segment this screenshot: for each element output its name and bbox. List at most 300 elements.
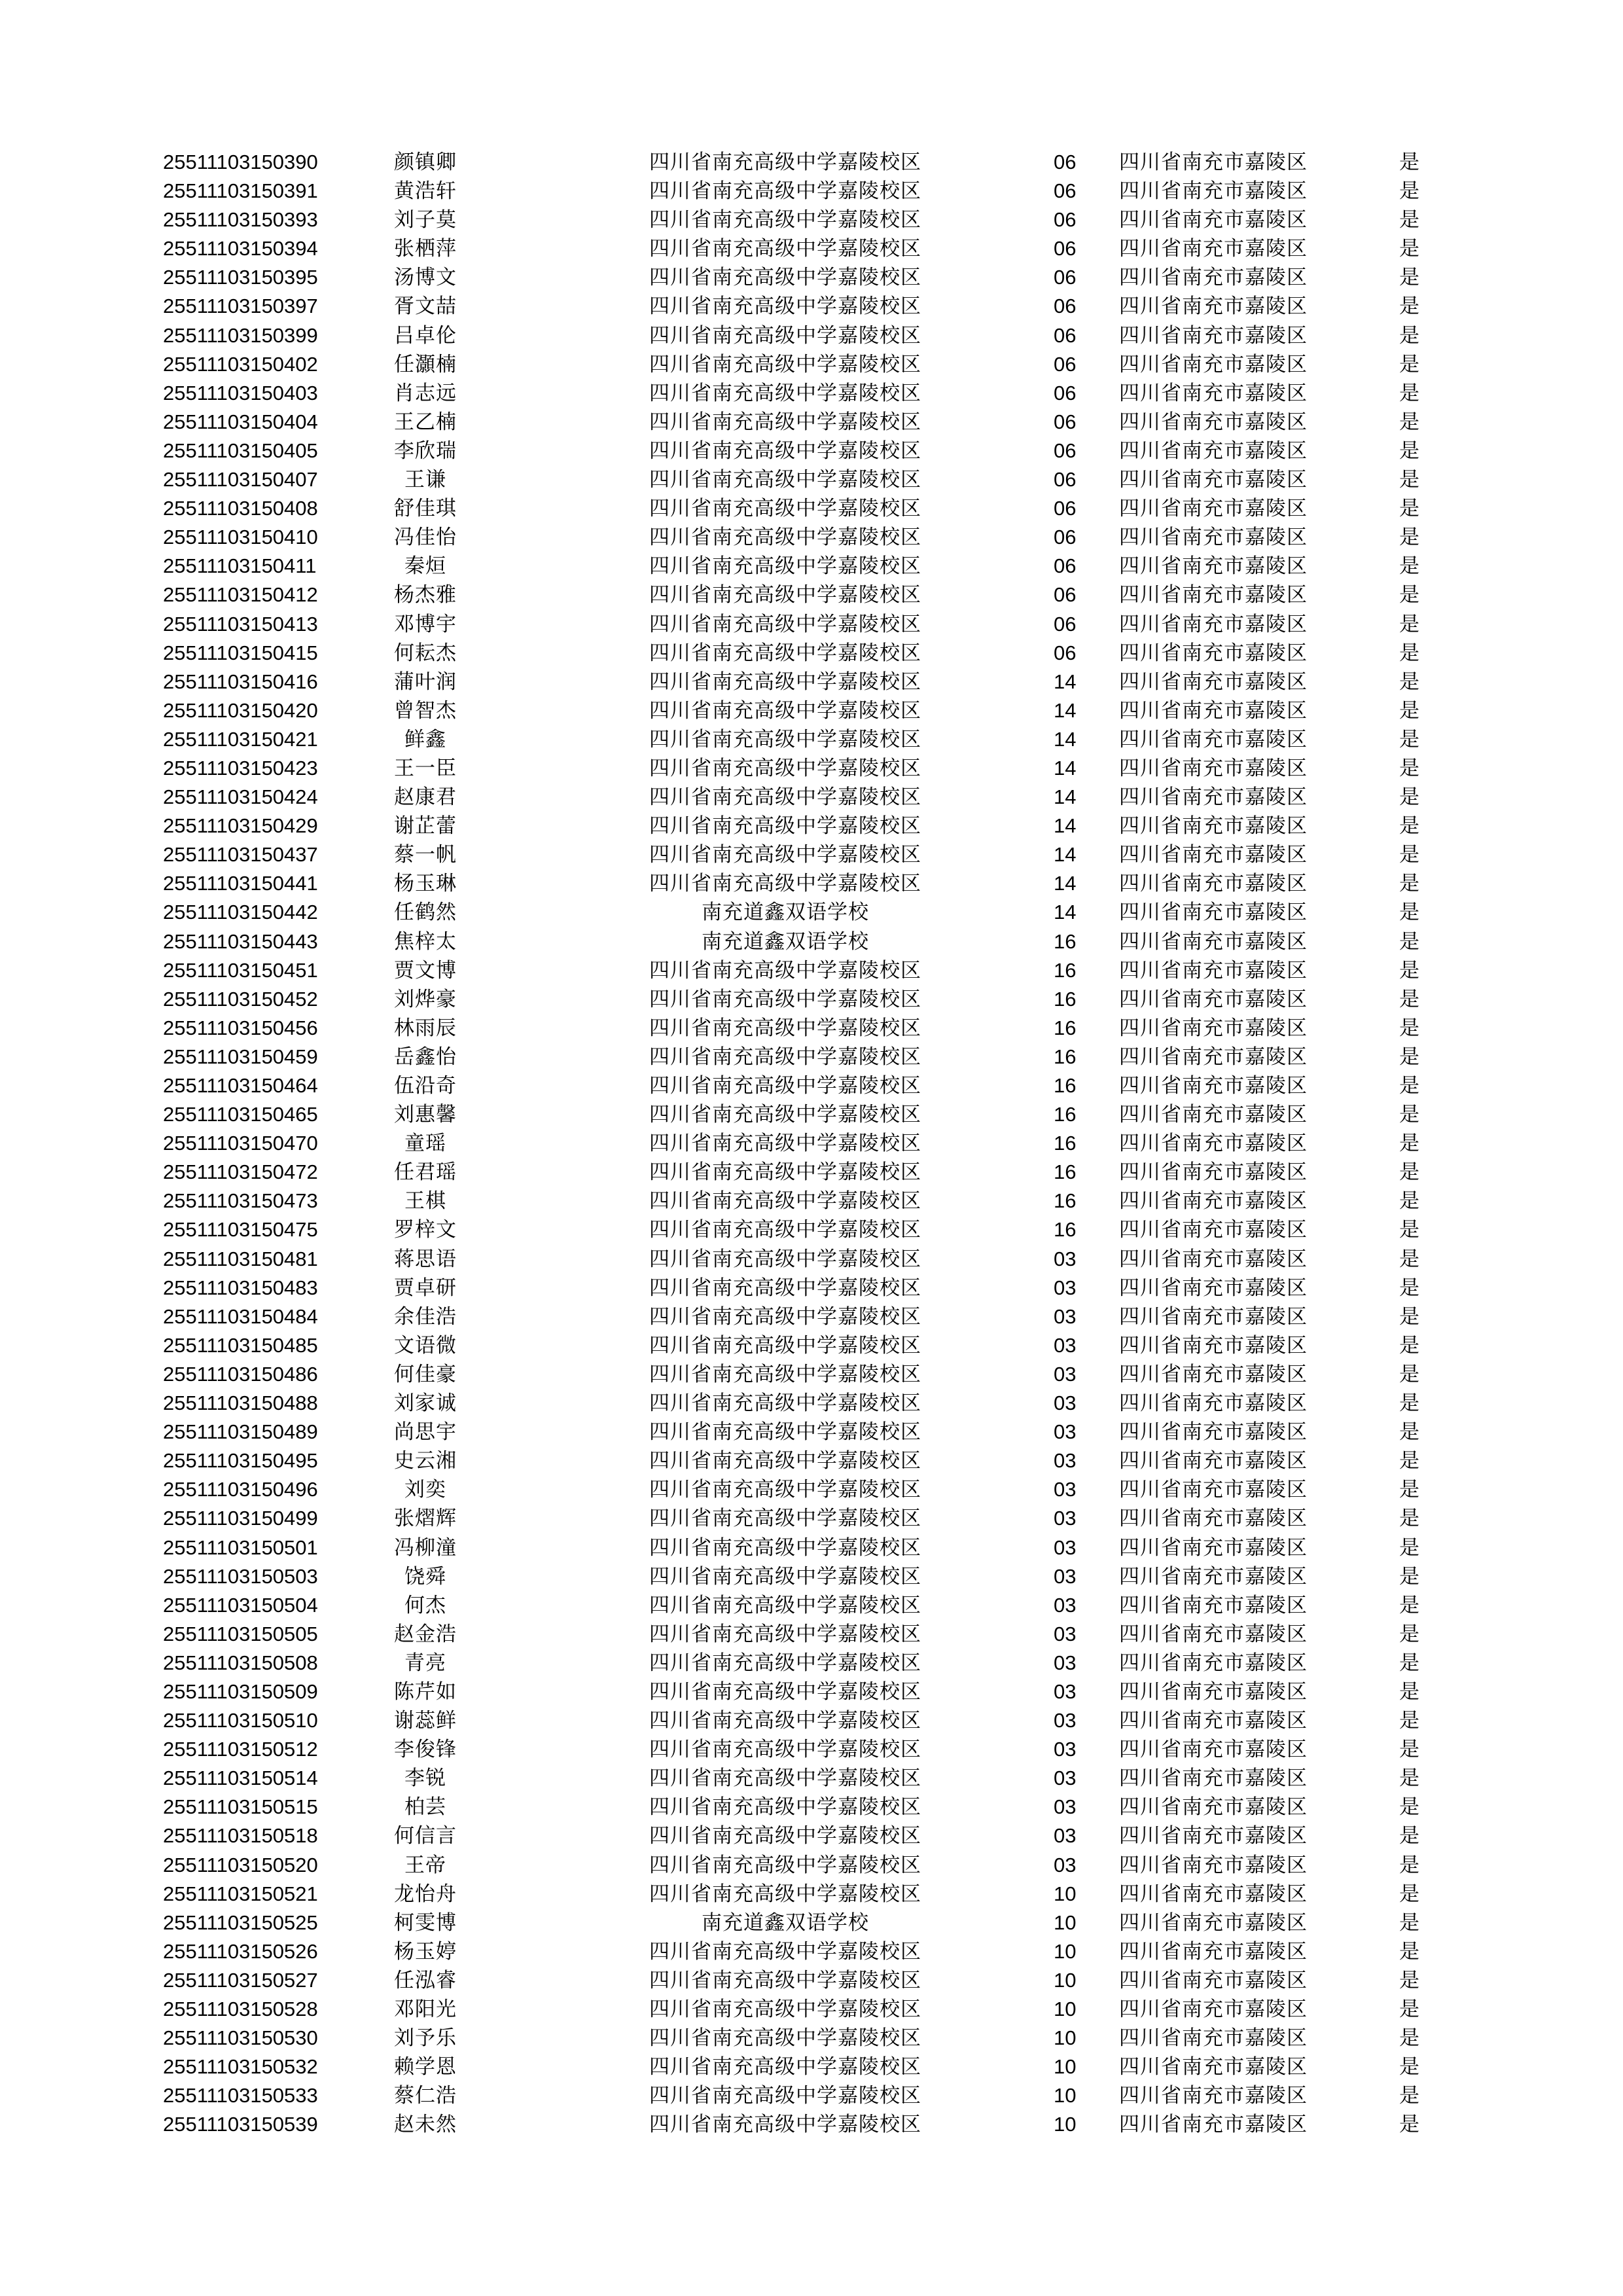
region-cell: 四川省南充市嘉陵区 (1119, 1247, 1308, 1271)
exam-number-cell: 25511103150485 (163, 1333, 318, 1357)
eligibility-flag-cell: 是 (1399, 1622, 1419, 1646)
eligibility-flag-cell: 是 (1399, 208, 1419, 232)
eligibility-flag-cell: 是 (1399, 1074, 1419, 1098)
student-name-cell: 任灝楠 (394, 352, 457, 376)
class-code-cell: 06 (1054, 439, 1077, 462)
school-cell: 四川省南充高级中学嘉陵校区 (649, 814, 921, 838)
school-cell: 南充道鑫双语学校 (702, 901, 869, 925)
exam-number-cell: 25511103150420 (163, 698, 318, 722)
table-row (0, 1649, 1623, 1677)
table-row (0, 610, 1623, 639)
region-cell: 四川省南充市嘉陵区 (1119, 1564, 1308, 1588)
region-cell: 四川省南充市嘉陵区 (1119, 1420, 1308, 1444)
class-code-cell: 16 (1054, 1189, 1077, 1213)
exam-number-cell: 25511103150424 (163, 785, 318, 809)
exam-number-cell: 25511103150483 (163, 1276, 318, 1299)
exam-number-cell: 25511103150508 (163, 1651, 318, 1674)
table-row (0, 1966, 1623, 1995)
table-row (0, 1534, 1623, 1562)
class-code-cell: 10 (1054, 1939, 1077, 1963)
school-cell: 四川省南充高级中学嘉陵校区 (649, 1939, 921, 1964)
class-code-cell: 14 (1054, 756, 1077, 780)
eligibility-flag-cell: 是 (1399, 929, 1419, 954)
student-name-cell: 赵未然 (394, 2113, 457, 2137)
school-cell: 四川省南充高级中学嘉陵校区 (649, 1679, 921, 1704)
student-name-cell: 饶舜 (404, 1564, 446, 1588)
eligibility-flag-cell: 是 (1399, 1247, 1419, 1271)
class-code-cell: 16 (1054, 1016, 1077, 1039)
eligibility-flag-cell: 是 (1399, 1767, 1419, 1791)
school-cell: 四川省南充高级中学嘉陵校区 (649, 756, 921, 780)
class-code-cell: 06 (1054, 497, 1077, 520)
region-cell: 四川省南充市嘉陵区 (1119, 583, 1308, 607)
student-name-cell: 王乙楠 (394, 410, 457, 434)
region-cell: 四川省南充市嘉陵区 (1119, 929, 1308, 954)
table-row (0, 177, 1623, 206)
region-cell: 四川省南充市嘉陵区 (1119, 439, 1308, 463)
region-cell: 四川省南充市嘉陵区 (1119, 670, 1308, 694)
class-code-cell: 06 (1054, 526, 1077, 549)
student-name-cell: 焦梓太 (394, 929, 457, 954)
exam-number-cell: 25511103150399 (163, 323, 318, 347)
eligibility-flag-cell: 是 (1399, 554, 1419, 579)
exam-number-cell: 25511103150412 (163, 583, 318, 607)
exam-number-cell: 25511103150441 (163, 872, 318, 895)
class-code-cell: 03 (1054, 1507, 1077, 1530)
table-row (0, 494, 1623, 523)
class-code-cell: 10 (1054, 1910, 1077, 1934)
table-row (0, 754, 1623, 783)
table-row (0, 956, 1623, 985)
school-cell: 四川省南充高级中学嘉陵校区 (649, 987, 921, 1011)
eligibility-flag-cell: 是 (1399, 583, 1419, 607)
exam-number-cell: 25511103150527 (163, 1968, 318, 1992)
table-row (0, 1100, 1623, 1129)
school-cell: 四川省南充高级中学嘉陵校区 (649, 1074, 921, 1098)
exam-number-cell: 25511103150452 (163, 987, 318, 1011)
region-cell: 四川省南充市嘉陵区 (1119, 1074, 1308, 1098)
student-name-cell: 柏芸 (404, 1795, 446, 1820)
eligibility-flag-cell: 是 (1399, 497, 1419, 521)
class-code-cell: 06 (1054, 381, 1077, 404)
class-code-cell: 10 (1054, 1882, 1077, 1905)
region-cell: 四川省南充市嘉陵区 (1119, 727, 1308, 751)
eligibility-flag-cell: 是 (1399, 1968, 1419, 1992)
table-row (0, 1071, 1623, 1100)
region-cell: 四川省南充市嘉陵区 (1119, 1679, 1308, 1704)
region-cell: 四川省南充市嘉陵区 (1119, 1709, 1308, 1733)
eligibility-flag-cell: 是 (1399, 1939, 1419, 1964)
region-cell: 四川省南充市嘉陵区 (1119, 872, 1308, 896)
eligibility-flag-cell: 是 (1399, 1679, 1419, 1704)
table-row (0, 1014, 1623, 1043)
exam-number-cell: 25511103150495 (163, 1449, 318, 1473)
school-cell: 四川省南充高级中学嘉陵校区 (649, 323, 921, 348)
exam-number-cell: 25511103150484 (163, 1304, 318, 1328)
region-cell: 四川省南充市嘉陵区 (1119, 1218, 1308, 1242)
eligibility-flag-cell: 是 (1399, 1420, 1419, 1444)
region-cell: 四川省南充市嘉陵区 (1119, 1535, 1308, 1560)
class-code-cell: 14 (1054, 785, 1077, 809)
exam-number-cell: 25511103150510 (163, 1709, 318, 1732)
student-name-cell: 刘惠馨 (394, 1103, 457, 1127)
exam-number-cell: 25511103150472 (163, 1160, 318, 1184)
eligibility-flag-cell: 是 (1399, 641, 1419, 665)
eligibility-flag-cell: 是 (1399, 237, 1419, 261)
class-code-cell: 06 (1054, 410, 1077, 433)
exam-number-cell: 25511103150410 (163, 526, 318, 549)
student-name-cell: 赖学恩 (394, 2055, 457, 2079)
student-name-cell: 冯柳潼 (394, 1535, 457, 1560)
exam-number-cell: 25511103150404 (163, 410, 318, 433)
region-cell: 四川省南充市嘉陵区 (1119, 843, 1308, 867)
region-cell: 四川省南充市嘉陵区 (1119, 958, 1308, 982)
student-name-cell: 伍沿奇 (394, 1074, 457, 1098)
school-cell: 四川省南充高级中学嘉陵校区 (649, 1795, 921, 1820)
eligibility-flag-cell: 是 (1399, 670, 1419, 694)
class-code-cell: 06 (1054, 554, 1077, 578)
exam-number-cell: 25511103150459 (163, 1045, 318, 1068)
region-cell: 四川省南充市嘉陵区 (1119, 1998, 1308, 2021)
eligibility-flag-cell: 是 (1399, 1189, 1419, 1213)
region-cell: 四川省南充市嘉陵区 (1119, 901, 1308, 925)
eligibility-flag-cell: 是 (1399, 958, 1419, 982)
school-cell: 四川省南充高级中学嘉陵校区 (649, 670, 921, 694)
eligibility-flag-cell: 是 (1399, 2026, 1419, 2051)
exam-number-cell: 25511103150486 (163, 1362, 318, 1386)
class-code-cell: 03 (1054, 1391, 1077, 1415)
table-row (0, 437, 1623, 465)
eligibility-flag-cell: 是 (1399, 2113, 1419, 2137)
exam-number-cell: 25511103150481 (163, 1247, 318, 1270)
class-code-cell: 14 (1054, 698, 1077, 722)
table-row (0, 1129, 1623, 1158)
school-cell: 四川省南充高级中学嘉陵校区 (649, 641, 921, 665)
eligibility-flag-cell: 是 (1399, 352, 1419, 376)
region-cell: 四川省南充市嘉陵区 (1119, 1853, 1308, 1877)
school-cell: 四川省南充高级中学嘉陵校区 (649, 2084, 921, 2108)
table-row (0, 1591, 1623, 1620)
region-cell: 四川省南充市嘉陵区 (1119, 381, 1308, 405)
exam-number-cell: 25511103150520 (163, 1853, 318, 1876)
eligibility-flag-cell: 是 (1399, 1535, 1419, 1560)
table-row (0, 1215, 1623, 1244)
table-row (0, 783, 1623, 812)
region-cell: 四川省南充市嘉陵区 (1119, 468, 1308, 492)
eligibility-flag-cell: 是 (1399, 1564, 1419, 1588)
table-row (0, 2024, 1623, 2053)
student-name-cell: 任鹤然 (394, 901, 457, 925)
class-code-cell: 14 (1054, 814, 1077, 838)
student-name-cell: 胥文喆 (394, 295, 457, 319)
table-row (0, 1418, 1623, 1446)
eligibility-flag-cell: 是 (1399, 612, 1419, 636)
exam-number-cell: 25511103150408 (163, 497, 318, 520)
exam-number-cell: 25511103150512 (163, 1738, 318, 1761)
eligibility-flag-cell: 是 (1399, 1016, 1419, 1040)
exam-number-cell: 25511103150395 (163, 266, 318, 289)
region-cell: 四川省南充市嘉陵区 (1119, 1968, 1308, 1992)
table-row (0, 869, 1623, 898)
eligibility-flag-cell: 是 (1399, 901, 1419, 925)
table-row (0, 927, 1623, 956)
exam-number-cell: 25511103150489 (163, 1420, 318, 1444)
student-name-cell: 汤博文 (394, 266, 457, 290)
exam-number-cell: 25511103150413 (163, 612, 318, 636)
class-code-cell: 03 (1054, 1449, 1077, 1473)
exam-number-cell: 25511103150390 (163, 151, 318, 173)
class-code-cell: 14 (1054, 670, 1077, 693)
table-row (0, 1331, 1623, 1360)
student-name-cell: 刘烨豪 (394, 987, 457, 1011)
eligibility-flag-cell: 是 (1399, 1449, 1419, 1473)
table-row (0, 1937, 1623, 1966)
region-cell: 四川省南充市嘉陵区 (1119, 1593, 1308, 1617)
student-name-cell: 王谦 (404, 468, 446, 492)
class-code-cell: 16 (1054, 1074, 1077, 1097)
school-cell: 四川省南充高级中学嘉陵校区 (649, 352, 921, 376)
table-row (0, 1706, 1623, 1735)
table-row (0, 1880, 1623, 1909)
eligibility-flag-cell: 是 (1399, 1218, 1419, 1242)
exam-number-cell: 25511103150509 (163, 1679, 318, 1703)
region-cell: 四川省南充市嘉陵区 (1119, 1362, 1308, 1386)
class-code-cell: 14 (1054, 901, 1077, 924)
region-cell: 四川省南充市嘉陵区 (1119, 1276, 1308, 1300)
school-cell: 四川省南充高级中学嘉陵校区 (649, 151, 921, 174)
eligibility-flag-cell: 是 (1399, 1651, 1419, 1675)
exam-number-cell: 25511103150402 (163, 352, 318, 376)
exam-number-cell: 25511103150525 (163, 1910, 318, 1934)
exam-number-cell: 25511103150403 (163, 381, 318, 404)
class-code-cell: 06 (1054, 323, 1077, 347)
eligibility-flag-cell: 是 (1399, 151, 1419, 174)
school-cell: 南充道鑫双语学校 (702, 929, 869, 954)
class-code-cell: 03 (1054, 1276, 1077, 1299)
student-name-cell: 蒋思语 (394, 1247, 457, 1271)
eligibility-flag-cell: 是 (1399, 1160, 1419, 1185)
region-cell: 四川省南充市嘉陵区 (1119, 1189, 1308, 1213)
school-cell: 四川省南充高级中学嘉陵校区 (649, 1103, 921, 1127)
student-name-cell: 赵金浩 (394, 1622, 457, 1646)
region-cell: 四川省南充市嘉陵区 (1119, 266, 1308, 290)
class-code-cell: 03 (1054, 1709, 1077, 1732)
student-name-cell: 文语微 (394, 1333, 457, 1357)
school-cell: 四川省南充高级中学嘉陵校区 (649, 1564, 921, 1588)
student-name-cell: 岳鑫怡 (394, 1045, 457, 1069)
class-code-cell: 06 (1054, 151, 1077, 173)
school-cell: 四川省南充高级中学嘉陵校区 (649, 554, 921, 579)
exam-number-cell: 25511103150456 (163, 1016, 318, 1039)
school-cell: 四川省南充高级中学嘉陵校区 (649, 1391, 921, 1416)
eligibility-flag-cell: 是 (1399, 1853, 1419, 1877)
student-name-cell: 谢蕊鲜 (394, 1709, 457, 1733)
table-row (0, 1360, 1623, 1389)
exam-number-cell: 25511103150391 (163, 179, 318, 203)
exam-number-cell: 25511103150499 (163, 1507, 318, 1530)
table-row (0, 696, 1623, 725)
class-code-cell: 14 (1054, 872, 1077, 895)
eligibility-flag-cell: 是 (1399, 756, 1419, 780)
student-name-cell: 吕卓伦 (394, 323, 457, 348)
student-name-cell: 杨玉婷 (394, 1939, 457, 1964)
school-cell: 四川省南充高级中学嘉陵校区 (649, 1709, 921, 1733)
eligibility-flag-cell: 是 (1399, 1391, 1419, 1416)
region-cell: 四川省南充市嘉陵区 (1119, 208, 1308, 232)
table-row (0, 812, 1623, 840)
student-name-cell: 余佳浩 (394, 1304, 457, 1329)
eligibility-flag-cell: 是 (1399, 439, 1419, 463)
region-cell: 四川省南充市嘉陵区 (1119, 526, 1308, 550)
student-name-cell: 黄浩轩 (394, 179, 457, 204)
region-cell: 四川省南充市嘉陵区 (1119, 1016, 1308, 1040)
eligibility-flag-cell: 是 (1399, 1795, 1419, 1820)
exam-number-cell: 25511103150421 (163, 727, 318, 751)
class-code-cell: 06 (1054, 179, 1077, 203)
table-row (0, 1735, 1623, 1764)
eligibility-flag-cell: 是 (1399, 266, 1419, 290)
student-name-cell: 王帝 (404, 1853, 446, 1877)
eligibility-flag-cell: 是 (1399, 410, 1419, 434)
student-name-cell: 刘家诚 (394, 1391, 457, 1416)
region-cell: 四川省南充市嘉陵区 (1119, 814, 1308, 838)
exam-number-cell: 25511103150465 (163, 1103, 318, 1126)
exam-number-cell: 25511103150503 (163, 1564, 318, 1588)
class-code-cell: 03 (1054, 1535, 1077, 1559)
student-name-cell: 刘予乐 (394, 2026, 457, 2051)
class-code-cell: 03 (1054, 1824, 1077, 1848)
region-cell: 四川省南充市嘉陵区 (1119, 2055, 1308, 2079)
student-name-cell: 陈芹如 (394, 1679, 457, 1704)
student-name-cell: 肖志远 (394, 381, 457, 405)
region-cell: 四川省南充市嘉陵区 (1119, 295, 1308, 319)
class-code-cell: 16 (1054, 958, 1077, 982)
school-cell: 四川省南充高级中学嘉陵校区 (649, 497, 921, 521)
student-name-cell: 贾卓研 (394, 1276, 457, 1300)
eligibility-flag-cell: 是 (1399, 1824, 1419, 1848)
school-cell: 四川省南充高级中学嘉陵校区 (649, 1362, 921, 1386)
region-cell: 四川省南充市嘉陵区 (1119, 1738, 1308, 1762)
region-cell: 四川省南充市嘉陵区 (1119, 698, 1308, 723)
school-cell: 四川省南充高级中学嘉陵校区 (649, 1535, 921, 1560)
class-code-cell: 06 (1054, 352, 1077, 376)
exam-number-cell: 25511103150429 (163, 814, 318, 838)
eligibility-flag-cell: 是 (1399, 1132, 1419, 1156)
eligibility-flag-cell: 是 (1399, 179, 1419, 204)
student-name-cell: 鲜鑫 (404, 727, 446, 751)
student-name-cell: 李锐 (404, 1767, 446, 1791)
eligibility-flag-cell: 是 (1399, 323, 1419, 348)
table-row (0, 1620, 1623, 1649)
table-row (0, 725, 1623, 754)
region-cell: 四川省南充市嘉陵区 (1119, 1333, 1308, 1357)
region-cell: 四川省南充市嘉陵区 (1119, 1160, 1308, 1185)
student-name-cell: 舒佳琪 (394, 497, 457, 521)
region-cell: 四川省南充市嘉陵区 (1119, 1103, 1308, 1127)
region-cell: 四川省南充市嘉陵区 (1119, 2026, 1308, 2051)
student-name-cell: 杨玉琳 (394, 872, 457, 896)
eligibility-flag-cell: 是 (1399, 2084, 1419, 2108)
exam-number-cell: 25511103150526 (163, 1939, 318, 1963)
table-row (0, 234, 1623, 263)
table-row (0, 1274, 1623, 1302)
student-name-cell: 林雨辰 (394, 1016, 457, 1040)
region-cell: 四川省南充市嘉陵区 (1119, 554, 1308, 579)
eligibility-flag-cell: 是 (1399, 1304, 1419, 1329)
class-code-cell: 06 (1054, 266, 1077, 289)
school-cell: 四川省南充高级中学嘉陵校区 (649, 1132, 921, 1156)
table-row (0, 1302, 1623, 1331)
eligibility-flag-cell: 是 (1399, 1738, 1419, 1762)
exam-number-cell: 25511103150405 (163, 439, 318, 462)
school-cell: 四川省南充高级中学嘉陵校区 (649, 698, 921, 723)
school-cell: 四川省南充高级中学嘉陵校区 (649, 785, 921, 810)
table-row (0, 1995, 1623, 2024)
student-name-cell: 王棋 (404, 1189, 446, 1213)
student-name-cell: 柯雯博 (394, 1910, 457, 1935)
eligibility-flag-cell: 是 (1399, 1333, 1419, 1357)
eligibility-flag-cell: 是 (1399, 295, 1419, 319)
school-cell: 四川省南充高级中学嘉陵校区 (649, 1507, 921, 1531)
region-cell: 四川省南充市嘉陵区 (1119, 785, 1308, 810)
student-name-cell: 何耘杰 (394, 641, 457, 665)
exam-number-cell: 25511103150415 (163, 641, 318, 664)
table-row (0, 581, 1623, 609)
eligibility-flag-cell: 是 (1399, 1045, 1419, 1069)
class-code-cell: 06 (1054, 468, 1077, 492)
school-cell: 四川省南充高级中学嘉陵校区 (649, 1651, 921, 1675)
student-name-cell: 曾智杰 (394, 698, 457, 723)
table-row (0, 1043, 1623, 1071)
table-row (0, 350, 1623, 379)
region-cell: 四川省南充市嘉陵区 (1119, 1304, 1308, 1329)
school-cell: 四川省南充高级中学嘉陵校区 (649, 2026, 921, 2051)
eligibility-flag-cell: 是 (1399, 1478, 1419, 1502)
school-cell: 四川省南充高级中学嘉陵校区 (649, 1333, 921, 1357)
table-row (0, 1562, 1623, 1591)
school-cell: 四川省南充高级中学嘉陵校区 (649, 1998, 921, 2021)
table-row (0, 1793, 1623, 1821)
exam-number-cell: 25511103150411 (163, 554, 317, 578)
student-name-cell: 杨杰雅 (394, 583, 457, 607)
exam-number-cell: 25511103150437 (163, 843, 318, 867)
table-row (0, 668, 1623, 696)
exam-number-cell: 25511103150505 (163, 1622, 318, 1645)
student-name-cell: 任泓睿 (394, 1968, 457, 1992)
school-cell: 四川省南充高级中学嘉陵校区 (649, 1767, 921, 1791)
class-code-cell: 06 (1054, 237, 1077, 260)
eligibility-flag-cell: 是 (1399, 1362, 1419, 1386)
region-cell: 四川省南充市嘉陵区 (1119, 1045, 1308, 1069)
school-cell: 四川省南充高级中学嘉陵校区 (649, 410, 921, 434)
exam-number-cell: 25511103150393 (163, 208, 318, 232)
school-cell: 四川省南充高级中学嘉陵校区 (649, 2113, 921, 2137)
school-cell: 四川省南充高级中学嘉陵校区 (649, 1738, 921, 1762)
region-cell: 四川省南充市嘉陵区 (1119, 323, 1308, 348)
region-cell: 四川省南充市嘉陵区 (1119, 1132, 1308, 1156)
class-code-cell: 03 (1054, 1622, 1077, 1645)
table-row (0, 465, 1623, 494)
region-cell: 四川省南充市嘉陵区 (1119, 612, 1308, 636)
school-cell: 四川省南充高级中学嘉陵校区 (649, 1478, 921, 1502)
class-code-cell: 06 (1054, 208, 1077, 232)
table-row (0, 552, 1623, 581)
table-row (0, 2053, 1623, 2081)
student-name-cell: 何信言 (394, 1824, 457, 1848)
table-row (0, 263, 1623, 292)
eligibility-flag-cell: 是 (1399, 1709, 1419, 1733)
eligibility-flag-cell: 是 (1399, 526, 1419, 550)
